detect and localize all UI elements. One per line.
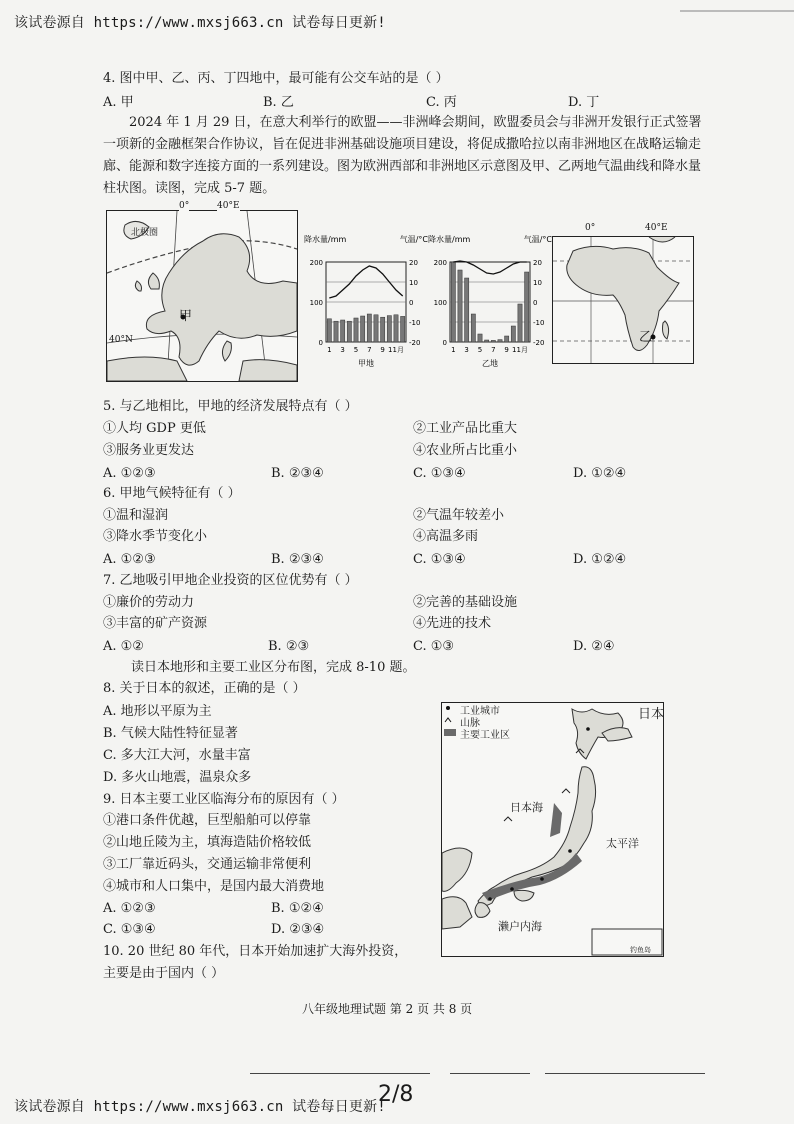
q4-option-b: B. 乙 bbox=[263, 95, 294, 110]
yi-x-tick: 9 bbox=[504, 346, 509, 354]
q8-option-a: A. 地形以平原为主 bbox=[103, 704, 212, 719]
japan-map-title: 日本 bbox=[638, 707, 665, 722]
label-inset: 钓鱼岛 bbox=[630, 946, 651, 954]
jia-x-tick: 5 bbox=[353, 346, 359, 354]
europe-map bbox=[106, 201, 298, 382]
scan-edge bbox=[680, 0, 794, 12]
yi-precip-bar bbox=[525, 272, 529, 342]
yi-precip-bar bbox=[505, 336, 509, 342]
page-counter: 2/8 bbox=[378, 1082, 414, 1107]
q5-option-a: A. ①②③ bbox=[103, 466, 156, 481]
q5-item-3: ③服务业更发达 bbox=[103, 443, 195, 458]
q5-option-c: C. ①③④ bbox=[413, 466, 466, 481]
jia-precip-bar bbox=[401, 316, 405, 342]
yi-right-tick: -20 bbox=[533, 339, 545, 347]
climate-chart-yi-svg bbox=[428, 230, 552, 380]
q4-option-d: D. 丁 bbox=[568, 95, 600, 110]
q9-option-c: C. ①③④ bbox=[103, 922, 156, 937]
footer-rule-2 bbox=[450, 1073, 530, 1074]
africa-point-yi: 乙 bbox=[639, 330, 653, 345]
europe-point-jia: 甲 bbox=[179, 309, 193, 324]
yi-x-tick: 5 bbox=[477, 346, 483, 354]
source-header: 该试卷源自 https://www.mxsj663.cn 试卷每日更新! bbox=[14, 15, 386, 31]
yi-precip-bar bbox=[471, 314, 475, 342]
jia-caption: 甲地 bbox=[358, 359, 374, 368]
jia-right-tick: 10 bbox=[409, 279, 418, 287]
climate-chart-jia-svg bbox=[304, 230, 428, 380]
yi-right-tick: 0 bbox=[533, 299, 538, 307]
footer-rule-3 bbox=[545, 1073, 705, 1074]
jia-x-tick: 1 bbox=[327, 346, 332, 354]
jia-precip-bar bbox=[334, 321, 338, 342]
q6-item-4: ④高温多雨 bbox=[413, 529, 479, 544]
europe-lat40: 40°N bbox=[109, 335, 133, 345]
jia-right-axis-title: 气温/°C bbox=[399, 235, 428, 244]
jia-precip-bar bbox=[374, 315, 378, 342]
yi-precip-bar bbox=[518, 304, 522, 342]
jia-right-tick: -10 bbox=[409, 319, 421, 327]
q5-item-1: ①人均 GDP 更低 bbox=[103, 421, 206, 436]
q10-stem-2: 主要是由于国内（ ） bbox=[103, 966, 225, 981]
jia-x-tick: 11月 bbox=[388, 346, 404, 354]
q6-option-b: B. ②③④ bbox=[271, 552, 324, 567]
yi-x-tick: 1 bbox=[451, 346, 456, 354]
yi-precip-bar bbox=[451, 262, 455, 342]
q6-item-1: ①温和湿润 bbox=[103, 508, 169, 523]
source-footer: 该试卷源自 https://www.mxsj663.cn 试卷每日更新! bbox=[14, 1099, 386, 1115]
yi-left-tick: 200 bbox=[433, 259, 447, 267]
q7-item-4: ④先进的技术 bbox=[413, 616, 492, 631]
legend-mountain: 山脉 bbox=[460, 718, 480, 729]
q4-stem: 4. 图中甲、乙、丙、丁四地中，最可能有公交车站的是（ ） bbox=[103, 71, 449, 86]
jia-right-tick: -20 bbox=[409, 339, 421, 347]
yi-right-tick: 10 bbox=[533, 279, 542, 287]
jia-x-tick: 7 bbox=[367, 346, 372, 354]
jia-right-tick: 20 bbox=[409, 259, 418, 267]
q8-option-d: D. 多火山地震，温泉众多 bbox=[103, 770, 252, 785]
yi-precip-bar bbox=[478, 334, 482, 342]
q6-option-a: A. ①②③ bbox=[103, 552, 156, 567]
q9-option-a: A. ①②③ bbox=[103, 901, 156, 916]
label-sea-of-japan: 日本海 bbox=[510, 801, 543, 814]
q7-option-a: A. ①② bbox=[103, 639, 144, 654]
q5-item-2: ②工业产品比重大 bbox=[413, 421, 518, 436]
q8-stem: 8. 关于日本的叙述，正确的是（ ） bbox=[103, 681, 306, 696]
q10-stem: 10. 20 世纪 80 年代，日本开始加速扩大海外投资， bbox=[103, 944, 408, 959]
yi-precip-bar bbox=[465, 278, 469, 342]
q7-option-b: B. ②③ bbox=[268, 639, 310, 654]
europe-lon0: 0° bbox=[179, 201, 190, 211]
jia-precip-bar bbox=[354, 318, 358, 342]
q5-item-4: ④农业所占比重小 bbox=[413, 443, 518, 458]
africa-map bbox=[552, 223, 694, 364]
q9-item-4: ④城市和人口集中，是国内最大消费地 bbox=[103, 879, 325, 894]
q4-option-c: C. 丙 bbox=[426, 95, 457, 110]
yi-left-axis-title: 降水量/mm bbox=[428, 235, 471, 244]
jia-precip-bar bbox=[367, 314, 371, 342]
europe-arctic-label: 北极圈 bbox=[131, 228, 159, 238]
yi-precip-bar bbox=[498, 340, 502, 342]
jia-precip-bar bbox=[341, 320, 345, 342]
yi-precip-bar bbox=[511, 326, 515, 342]
jia-x-tick: 9 bbox=[380, 346, 385, 354]
q4-option-a: A. 甲 bbox=[103, 95, 134, 110]
q5-stem: 5. 与乙地相比，甲地的经济发展特点有（ ） bbox=[103, 399, 358, 414]
yi-caption: 乙地 bbox=[482, 359, 498, 368]
intro-5-7: 2024 年 1 月 29 日，在意大利举行的欧盟——非洲峰会期间，欧盟委员会与非洲开发银行正式签署一项新的金融框架合作协议，旨在促进非洲基础设施项目建设，将促成撒哈拉以南非洲地区在战略运输走廊、能源和数字连接方面的一系列建设。图为欧洲西部和非洲地区示意图及甲、乙两地气温曲线和降水量柱状图。读图，完成 5-7 题。 bbox=[103, 115, 702, 196]
yi-precip-bar bbox=[458, 270, 462, 342]
q5-option-b: B. ②③④ bbox=[271, 466, 324, 481]
jia-precip-bar bbox=[387, 316, 391, 342]
legend-industrial-zone: 主要工业区 bbox=[460, 730, 510, 741]
label-pacific: 太平洋 bbox=[606, 837, 639, 850]
q7-item-1: ①廉价的劳动力 bbox=[103, 595, 195, 610]
europe-lon40: 40°E bbox=[217, 201, 240, 211]
yi-right-tick: -10 bbox=[533, 319, 545, 327]
label-inland-sea: 濑户内海 bbox=[498, 920, 542, 933]
jia-precip-bar bbox=[327, 319, 331, 342]
jia-left-tick: 200 bbox=[309, 259, 323, 267]
q9-item-3: ③工厂靠近码头，交通运输非常便利 bbox=[103, 857, 312, 872]
jia-precip-bar bbox=[381, 317, 385, 342]
jia-x-tick: 3 bbox=[340, 346, 345, 354]
africa-lon40: 40°E bbox=[645, 223, 668, 233]
q9-item-2: ②山地丘陵为主，填海造陆价格较低 bbox=[103, 835, 312, 850]
footer-rule-1 bbox=[250, 1073, 430, 1074]
q7-stem: 7. 乙地吸引甲地企业投资的区位优势有（ ） bbox=[103, 573, 358, 588]
page-footer: 八年级地理试题 第 2 页 共 8 页 bbox=[302, 1002, 473, 1016]
africa-lon0: 0° bbox=[585, 223, 596, 233]
jia-precip-bar bbox=[361, 316, 365, 342]
intro-8-10: 读日本地形和主要工业区分布图，完成 8-10 题。 bbox=[131, 660, 416, 675]
yi-x-tick: 3 bbox=[464, 346, 469, 354]
jia-left-tick: 100 bbox=[309, 299, 323, 307]
q6-stem: 6. 甲地气候特征有（ ） bbox=[103, 486, 241, 501]
q6-item-2: ②气温年较差小 bbox=[413, 508, 505, 523]
q9-option-d: D. ②③④ bbox=[271, 922, 325, 937]
jia-right-tick: 0 bbox=[409, 299, 414, 307]
q8-option-b: B. 气候大陆性特征显著 bbox=[103, 726, 238, 741]
legend-industrial-city: 工业城市 bbox=[460, 706, 500, 717]
climate-chart-yi bbox=[428, 230, 552, 380]
q7-option-c: C. ①③ bbox=[413, 639, 455, 654]
q7-item-2: ②完善的基础设施 bbox=[413, 595, 518, 610]
jia-left-tick: 0 bbox=[318, 339, 323, 347]
jia-precip-bar bbox=[394, 315, 398, 342]
yi-x-tick: 7 bbox=[491, 346, 496, 354]
yi-precip-bar bbox=[491, 340, 495, 342]
q8-option-c: C. 多大江大河，水量丰富 bbox=[103, 748, 251, 763]
yi-right-axis-title: 气温/°C bbox=[523, 235, 552, 244]
yi-left-tick: 0 bbox=[442, 339, 447, 347]
yi-left-tick: 100 bbox=[433, 299, 447, 307]
yi-temp-line bbox=[453, 261, 526, 274]
japan-map bbox=[441, 702, 664, 957]
q9-option-b: B. ①②④ bbox=[271, 901, 324, 916]
q7-option-d: D. ②④ bbox=[573, 639, 615, 654]
yi-x-tick: 11月 bbox=[512, 346, 528, 354]
yi-precip-bar bbox=[485, 340, 489, 342]
q9-stem: 9. 日本主要工业区临海分布的原因有（ ） bbox=[103, 792, 345, 807]
q5-option-d: D. ①②④ bbox=[573, 466, 627, 481]
q6-option-d: D. ①②④ bbox=[573, 552, 627, 567]
climate-chart-jia bbox=[304, 230, 428, 380]
q6-option-c: C. ①③④ bbox=[413, 552, 466, 567]
jia-precip-bar bbox=[347, 321, 351, 342]
q6-item-3: ③降水季节变化小 bbox=[103, 529, 208, 544]
q9-item-1: ①港口条件优越，巨型船舶可以停靠 bbox=[103, 813, 312, 828]
jia-left-axis-title: 降水量/mm bbox=[304, 235, 347, 244]
yi-right-tick: 20 bbox=[533, 259, 542, 267]
q7-item-3: ③丰富的矿产资源 bbox=[103, 616, 208, 631]
